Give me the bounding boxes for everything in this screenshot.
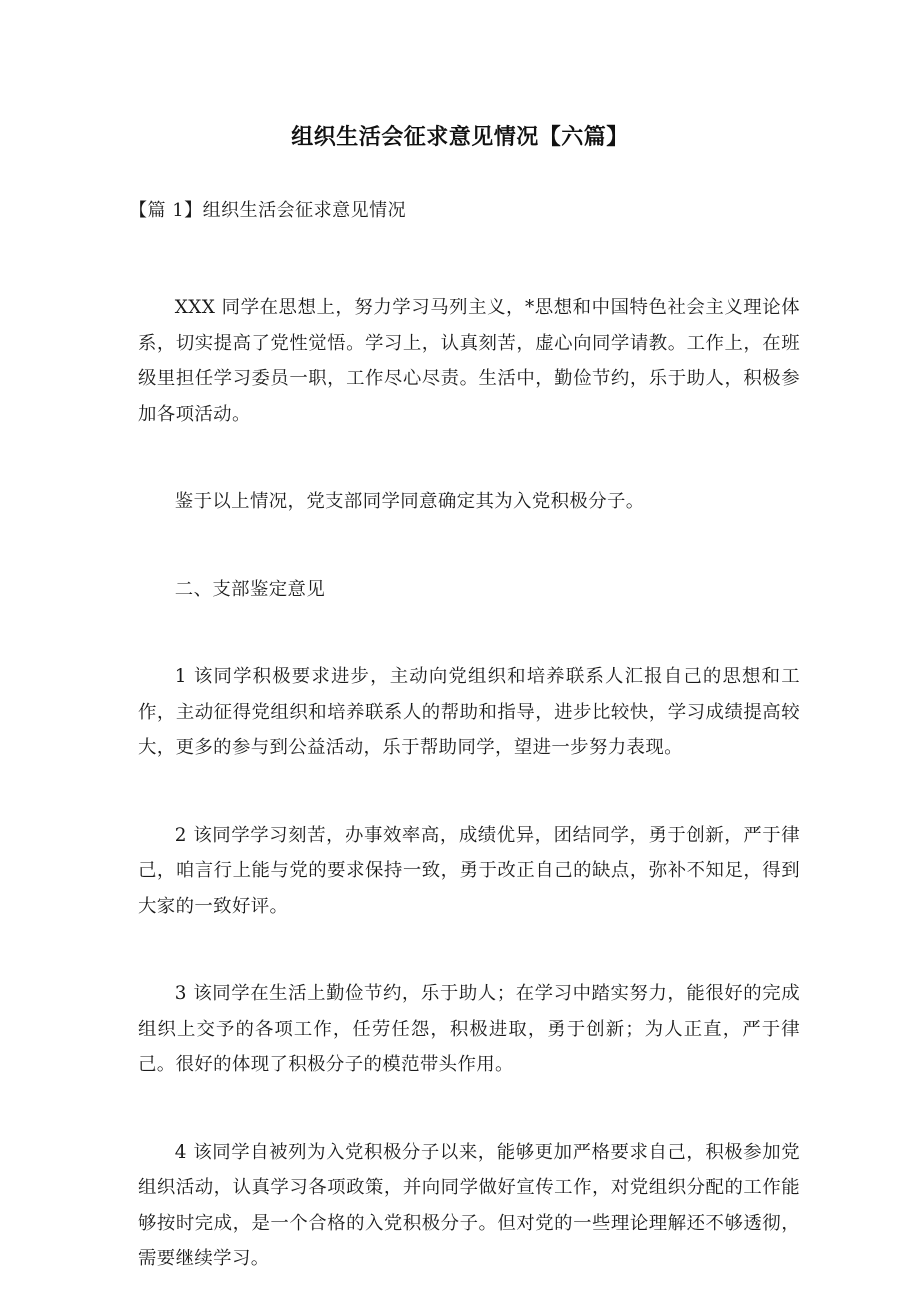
subheading-branch-opinion: 二、支部鉴定意见	[174, 578, 326, 600]
paragraph-opinion-3: 3 该同学在生活上勤俭节约，乐于助人；在学习中踏实努力，能很好的完成组织上交予的各项工作，任劳任怨，积极进取，勇于创新；为人正直，严于律己。很好的体现了积极分子的模范带头作用。	[138, 983, 800, 1075]
paragraph-evaluation: XXX 同学在思想上，努力学习马列主义，*思想和中国特色社会主义理论体系，切实提高了党性觉悟。学习上，认真刻苦，虚心向同学请教。工作上，在班级里担任学习委员一职，工作尽心尽责。生活中，勤俭节约，乐于助人，积极参加各项活动。	[138, 297, 800, 425]
paragraph-opinion-1: 1 该同学积极要求进步，主动向党组织和培养联系人汇报自己的思想和工作，主动征得党组织和培养联系人的帮助和指导，进步比较快，学习成绩提高较大，更多的参与到公益活动，乐于帮助同学，望进一步努力表现。	[138, 666, 800, 758]
document-title: 组织生活会征求意见情况【六篇】	[291, 125, 629, 150]
paragraph-conclusion: 鉴于以上情况，党支部同学同意确定其为入党积极分子。	[174, 491, 645, 512]
paragraph-opinion-2: 2 该同学学习刻苦，办事效率高，成绩优异，团结同学，勇于创新，严于律己，咱言行上能与党的要求保持一致，勇于改正自己的缺点，弥补不知足，得到大家的一致好评。	[138, 824, 800, 917]
document-body	[138, 290, 800, 1277]
paragraph-opinion-4: 4 该同学自被列为入党积极分子以来，能够更加严格要求自己，积极参加党组织活动，认真学习各项政策，并向同学做好宣传工作，对党组织分配的工作能够按时完成，是一个合格的入党积极分子。但对党的一些理论理解还不够透彻，需要继续学习。	[138, 1141, 800, 1269]
section-heading: 【篇 1】组织生活会征求意见情况	[129, 200, 407, 221]
